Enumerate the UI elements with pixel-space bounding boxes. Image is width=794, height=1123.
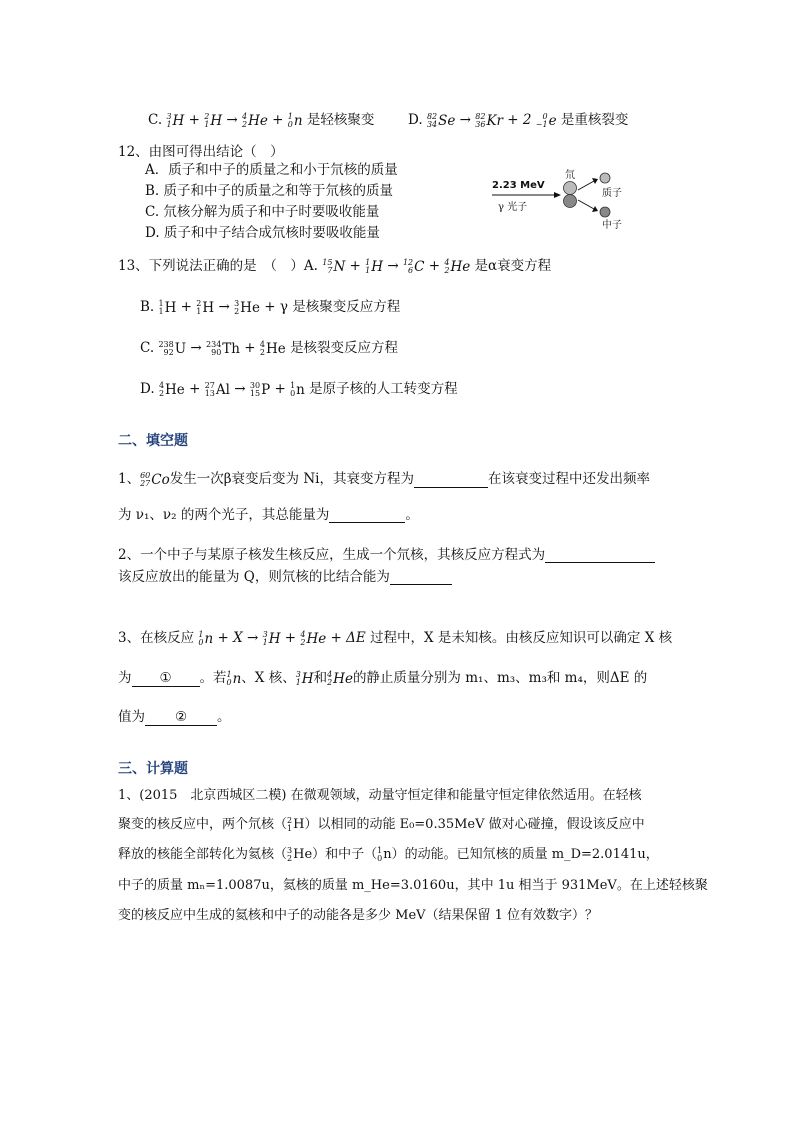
s2-q3-line1 <box>118 626 672 647</box>
s2-q3-line3 <box>118 705 231 726</box>
s2-q1-end: 。 <box>405 507 419 523</box>
s2-q3-blank2[interactable]: ② <box>145 709 217 726</box>
deuterium-nuclide: 2 1 H <box>287 815 305 833</box>
photon-arrow-head <box>554 192 561 198</box>
q12-option-c: C. 氘核分解为质子和中子时要吸收能量 <box>145 204 380 220</box>
s2-q1-text1: 发生一次β衰变后变为 Ni，其衰变方程为 <box>169 471 414 487</box>
q11-options-line <box>148 108 374 129</box>
s2-q2-text1: 2、一个中子与某原子核发生核反应，生成一个氘核，其核反应方程式为 <box>118 547 546 563</box>
q11-c-text: 是轻核聚变 <box>306 112 375 128</box>
q11-d-label: D. <box>408 112 423 128</box>
s2-q1-blank1[interactable] <box>414 473 488 488</box>
neutron-nuclide-2: 1 0 n <box>377 845 392 863</box>
q13-d-text: 是原子核的人工转变方程 <box>309 381 458 397</box>
s3-line2-a: 聚变的核反应中，两个氘核（ <box>118 817 288 832</box>
deuteron-proton-circle <box>564 182 577 195</box>
q13-a-text: 是α衰变方程 <box>474 258 552 274</box>
s3-line4: 中子的质量 mₙ=1.0087u，氦核的质量 m_He=3.0160u，其中 1u 相当于 931MeV。在上述轻核聚 <box>118 878 708 893</box>
proton-arrow-head <box>592 178 598 184</box>
q11-d-equation: 82 34 Se → 82 36 Kr + 2 0 −1 e <box>426 111 557 129</box>
q13-c-equation: 238 92 U → 234 90 Th + 4 2 He <box>158 339 286 357</box>
s2-q3-blank1[interactable]: ① <box>132 670 200 687</box>
s2-q3-equation: 1 0 n + X → 3 1 H + 4 2 He + ΔE <box>198 629 371 647</box>
s2-q2-text2: 该反应放出的能量为 Q，则氘核的比结合能为 <box>118 569 390 585</box>
s2-q1-number: 1、 <box>118 471 141 487</box>
s2-q2-blank1[interactable] <box>545 548 655 563</box>
s2-q3-line2 <box>118 666 647 687</box>
helium-nuclide: 4 2 He <box>327 669 353 687</box>
s2-q3-text7: 的静止质量分别为 m₁、m₃、m₃和 m₄，则ΔE 的 <box>352 670 648 686</box>
energy-label: 2.23 MeV <box>492 180 545 191</box>
neutron-arrow-line <box>578 200 594 209</box>
s3-line3-a: 释放的核能全部转化为氦核（ <box>118 847 288 862</box>
s2-q3-text8: 值为 <box>118 709 145 725</box>
q11-c-label: C. <box>148 112 163 128</box>
s2-q3-text3: 为 <box>118 670 132 686</box>
q13-d-line: D. 4 2 He + 27 13 Al → 30 15 P + 1 0 n 是原子核的人工转变方程 <box>140 380 458 398</box>
q13-b-text: 是核聚变反应方程 <box>292 299 401 315</box>
section2-title: 二、填空题 <box>118 433 188 449</box>
s2-q3-text4: 。若 <box>199 670 227 686</box>
s2-q2-blank2[interactable] <box>390 570 452 585</box>
proton-label: 质子 <box>602 188 622 199</box>
s2-q1-line1 <box>118 467 650 488</box>
q11-c-equation: 3 1 H + 2 1 H → 4 2 He + 1 0 n <box>166 111 303 129</box>
helium3-nuclide: 3 2 He <box>287 845 313 863</box>
s3-line2-b: ）以相同的动能 E₀=0.35MeV 做对心碰撞，假设该反应中 <box>304 817 645 832</box>
q11-d-line <box>408 108 628 129</box>
q13-stem-line <box>118 254 551 275</box>
s2-q3-text2: 过程中，X 是未知核。由核反应知识可以确定 X 核 <box>370 630 673 646</box>
s3-line3-b: ）和中子（ <box>312 847 378 862</box>
q13-a-equation: 15 7 N + 1 1 H → 12 6 C + 4 2 He <box>322 257 471 275</box>
neutron-label: 中子 <box>602 220 622 231</box>
proton-arrow-line <box>578 181 594 190</box>
s2-q2-line2 <box>118 565 452 585</box>
q12-option-a: A．质子和中子的质量之和小于氘核的质量 <box>145 162 398 178</box>
s3-line5: 变的核反应中生成的氦核和中子的动能各是多少 MeV（结果保留 1 位有效数字）？ <box>118 908 599 923</box>
neutron-nuclide: 1 0 n <box>226 669 242 687</box>
deuteron-label: 氘 <box>565 170 575 181</box>
neutron-arrow-head <box>592 206 598 212</box>
s2-q3-text1: 3、在核反应 <box>118 630 195 646</box>
q13-b-line: B. 1 1 H + 2 1 H → 3 2 He + γ 是核聚变反应方程 <box>140 298 401 316</box>
s3-line1: 1、(2015 北京西城区二模) 在微观领域，动量守恒定律和能量守恒定律依然适用。在轻核 <box>118 788 642 803</box>
q13-c-text: 是核裂变反应方程 <box>290 340 399 356</box>
proton-circle <box>600 173 610 183</box>
s3-line3-c: ）的动能。已知氘核的质量 m_D=2.0141u， <box>391 847 659 862</box>
s3-line3 <box>118 843 659 863</box>
q13-stem: 13、下列说法正确的是 （ ）A. <box>118 258 318 274</box>
s2-q1-text3: 为 ν₁、ν₂ 的两个光子，其总能量为 <box>118 507 330 523</box>
q12-stem: 12、由图可得出结论（ ） <box>118 144 284 160</box>
q13-c-line: C. 238 92 U → 234 90 Th + 4 2 He 是核裂变反应方程 <box>140 339 399 357</box>
s2-q3-text5: 、X 核、 <box>241 670 296 686</box>
q11-d-text: 是重核裂变 <box>560 112 629 128</box>
q13-d-equation: 4 2 He + 27 13 Al → 30 15 P + 1 0 n <box>158 380 305 398</box>
section3-title: 三、计算题 <box>118 761 188 777</box>
deuteron-neutron-circle <box>564 195 577 208</box>
co60-nuclide: 60 27 Co <box>140 470 170 488</box>
s2-q3-end: 。 <box>217 709 231 725</box>
q13-b-equation: 1 1 H + 2 1 H → 3 2 He + γ <box>158 298 293 316</box>
q12-option-b: B. 质子和中子的质量之和等于氘核的质量 <box>145 183 394 199</box>
tritium-nuclide: 3 1 H <box>295 669 314 687</box>
s2-q1-blank2[interactable] <box>329 508 405 523</box>
s3-line2 <box>118 813 645 833</box>
deuteron-figure <box>488 168 638 230</box>
q12-option-d: D. 质子和中子结合成氘核时要吸收能量 <box>145 225 380 241</box>
s2-q3-text6: 和 <box>313 670 328 686</box>
s2-q2-line1 <box>118 543 655 563</box>
s2-q1-text2: 在该衰变过程中还发出频率 <box>487 471 650 487</box>
photon-label: γ 光子 <box>498 202 528 213</box>
s2-q1-line2 <box>118 503 419 523</box>
